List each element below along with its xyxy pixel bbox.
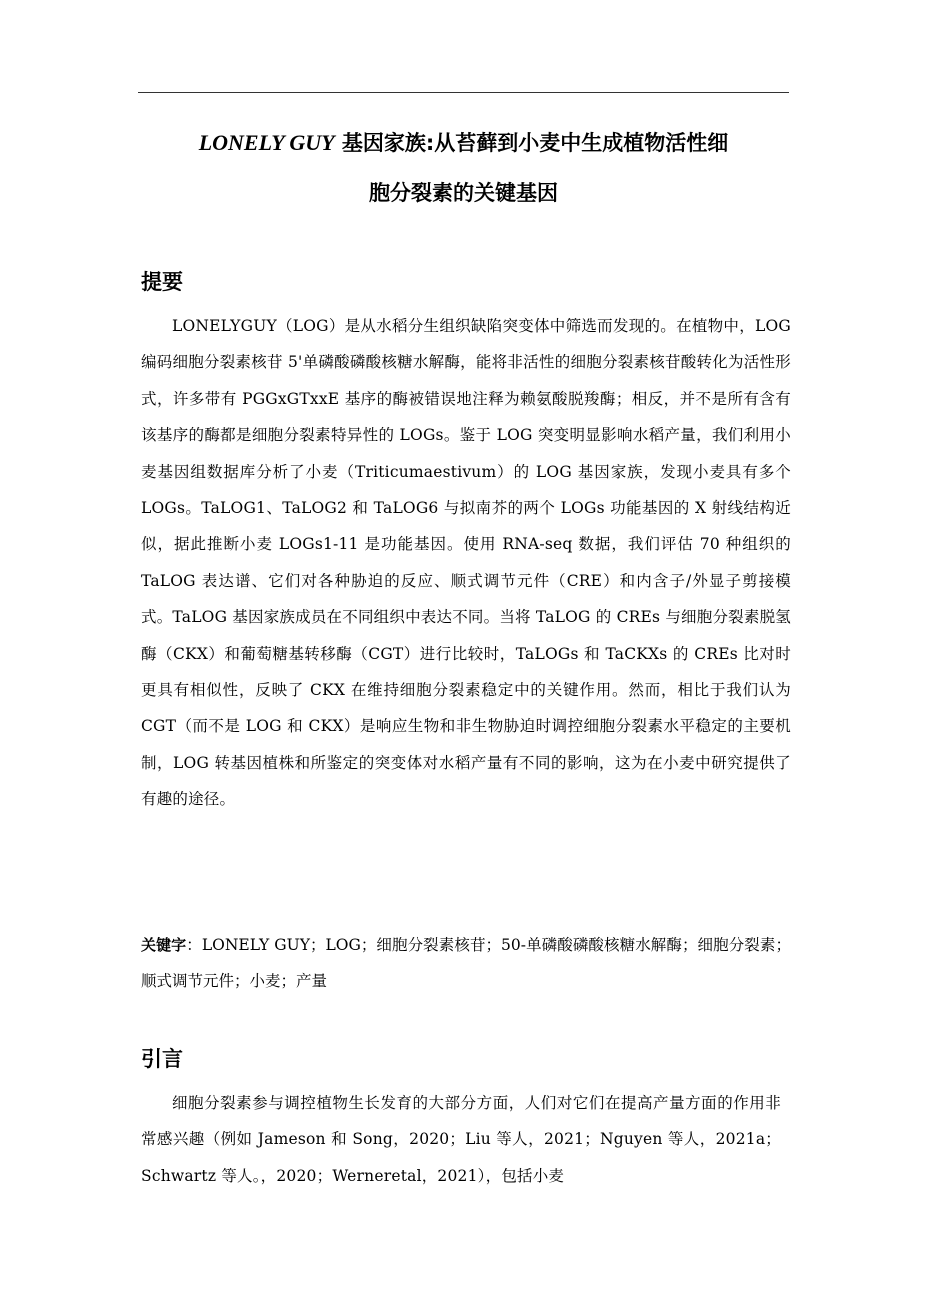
title-line2: 胞分裂素的关键基因 <box>369 181 558 205</box>
header-rule <box>138 92 789 93</box>
introduction-heading: 引言 <box>141 1047 183 1071</box>
title-gene-name: LONELY GUY <box>198 130 335 155</box>
introduction-paragraph: 细胞分裂素参与调控植物生长发育的大部分方面，人们对它们在提高产量方面的作用非常感兴趣（例如 Jameson 和 Song，2020；Liu 等人，2021；Nguyen 等人，2021a；Schwartz 等人。，2020；Werneretal，2021），包括小麦 <box>141 1094 781 1185</box>
document-title <box>138 118 789 218</box>
keywords-label: 关键字 <box>141 936 187 954</box>
title-line1: 基因家族:从苔藓到小麦中生成植物活性细 <box>334 131 729 155</box>
keywords-line <box>141 927 791 999</box>
keywords-text: ：LONELY GUY；LOG；细胞分裂素核苷；50-单磷酸磷酸核糖水解酶；细胞分裂素；顺式调节元件；小麦；产量 <box>141 936 791 990</box>
abstract-heading: 提要 <box>141 270 183 294</box>
abstract-paragraph: LONELYGUY（LOG）是从水稻分生组织缺陷突变体中筛选而发现的。在植物中，LOG 编码细胞分裂素核苷 5'单磷酸磷酸核糖水解酶，能将非活性的细胞分裂素核苷酸转化为活性形式，许多带有 PGGxGTxxE 基序的酶被错误地注释为赖氨酸脱羧酶；相反，并不是所有含有该基序的酶都是细胞分裂素特异性的 LOGs。鉴于 LOG 突变明显影响水稻产量，我们利用小麦基因组数据库分析了小麦（Triticumaestivum）的 LOG 基因家族，发现小麦具有多个 LOGs。TaLOG1、TaLOG2 和 TaLOG6 与拟南芥的两个 LOGs 功能基因的 X 射线结构近似，据此推断小麦 LOGs1-11 是功能基因。使用 RNA-seq 数据，我们评估 70 种组织的 TaLOG 表达谱、它们对各种胁迫的反应、顺式调节元件（CRE）和内含子/外显子剪接模式。TaLOG 基因家族成员在不同组织中表达不同。当将 TaLOG 的 CREs 与细胞分裂素脱氢酶（CKX）和葡萄糖基转移酶（CGT）进行比较时，TaLOGs 和 TaCKXs 的 CREs 比对时更具有相似性，反映了 CKX 在维持细胞分裂素稳定中的关键作用。然而，相比于我们认为 CGT（而不是 LOG 和 CKX）是响应生物和非生物胁迫时调控细胞分裂素水平稳定的主要机制，LOG 转基因植株和所鉴定的突变体对水稻产量有不同的影响，这为在小麦中研究提供了有趣的途径。 <box>141 317 791 809</box>
